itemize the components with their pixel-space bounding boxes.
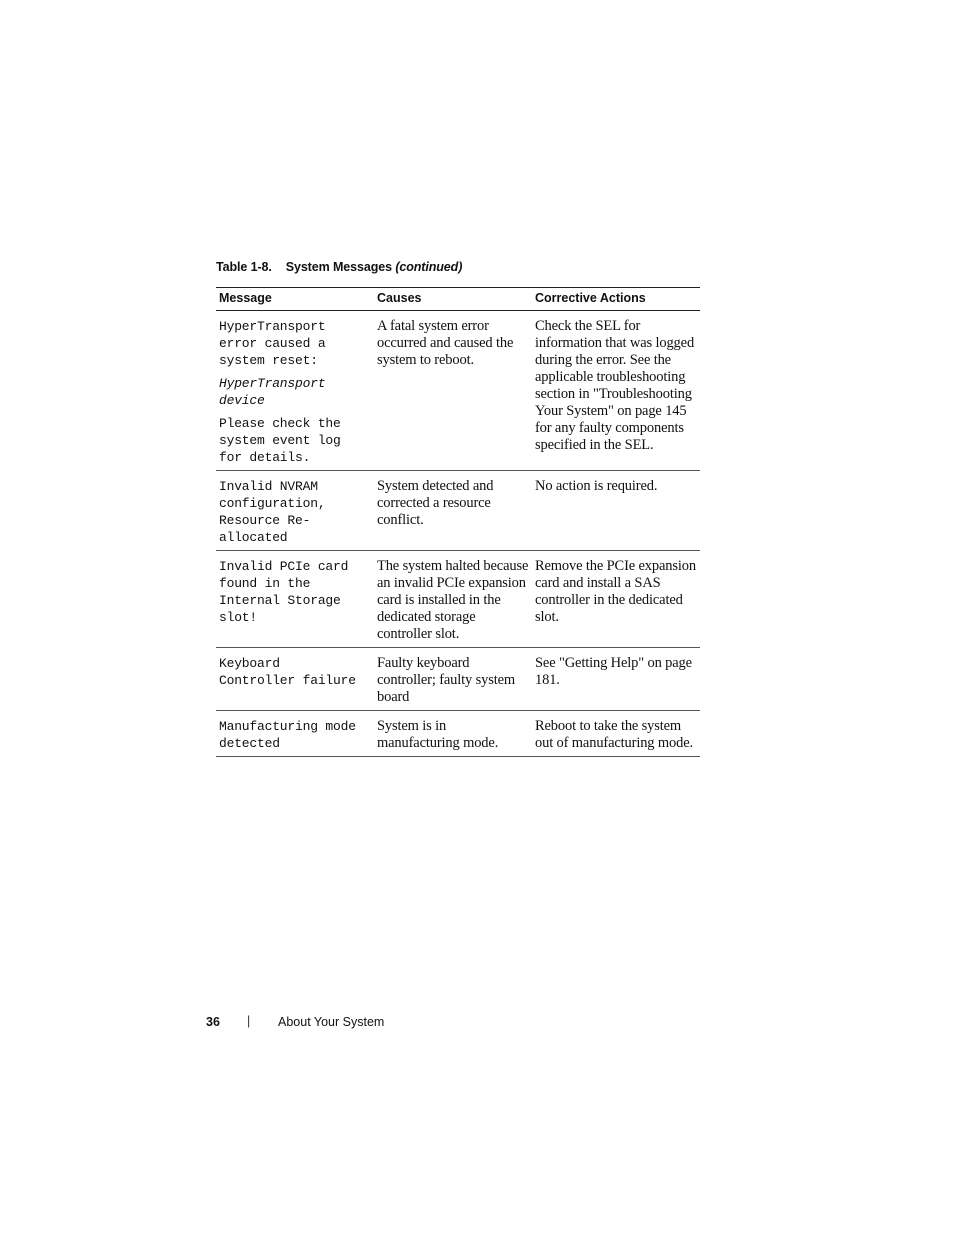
message-text: Invalid NVRAM configuration, Resource Re- allocated (219, 479, 326, 545)
cause-cell: Faulty keyboard controller; faulty system board (374, 648, 532, 711)
table-row (216, 471, 700, 551)
header-corrective-actions: Corrective Actions (532, 288, 700, 311)
action-cell: Reboot to take the system out of manufacturing mode. (532, 711, 700, 757)
message-cell (216, 711, 374, 757)
action-cell: Check the SEL for information that was logged during the error. See the applicable troubleshooting section in "Troubleshooting Your System" on page 145 for any faulty components specified in the SEL. (532, 311, 700, 471)
message-cell (216, 551, 374, 648)
action-cell: Remove the PCIe expansion card and install a SAS controller in the dedicated slot. (532, 551, 700, 648)
message-text: Please check the system event log for details. (219, 416, 341, 465)
message-cell (216, 648, 374, 711)
footer-separator: | (247, 1014, 251, 1028)
table-header-row (216, 288, 700, 311)
table-number: Table 1-8. (216, 260, 272, 274)
cause-cell: A fatal system error occurred and caused the system to reboot. (374, 311, 532, 471)
message-cell (216, 471, 374, 551)
section-title: About Your System (278, 1015, 385, 1029)
table-title: System Messages (285, 260, 392, 274)
message-text: HyperTransport error caused a system reset: (219, 319, 326, 368)
table-caption (216, 260, 462, 274)
table-row (216, 711, 700, 757)
cause-cell: System detected and corrected a resource conflict. (374, 471, 532, 551)
system-messages-table (216, 287, 700, 757)
message-text-italic: HyperTransport device (219, 376, 326, 408)
cause-cell: The system halted because an invalid PCIe expansion card is installed in the dedicated storage controller slot. (374, 551, 532, 648)
message-text: Invalid PCIe card found in the Internal Storage slot! (219, 559, 349, 625)
table-row (216, 551, 700, 648)
header-message: Message (216, 288, 374, 311)
page-number: 36 (206, 1015, 220, 1029)
action-cell: See "Getting Help" on page 181. (532, 648, 700, 711)
message-text: Keyboard Controller failure (219, 656, 356, 688)
message-text: Manufacturing mode detected (219, 719, 356, 751)
header-causes: Causes (374, 288, 532, 311)
cause-cell: System is in manufacturing mode. (374, 711, 532, 757)
table-row (216, 311, 700, 471)
table-continued-label: (continued) (395, 260, 463, 274)
table-row (216, 648, 700, 711)
action-cell: No action is required. (532, 471, 700, 551)
message-cell (216, 311, 374, 471)
